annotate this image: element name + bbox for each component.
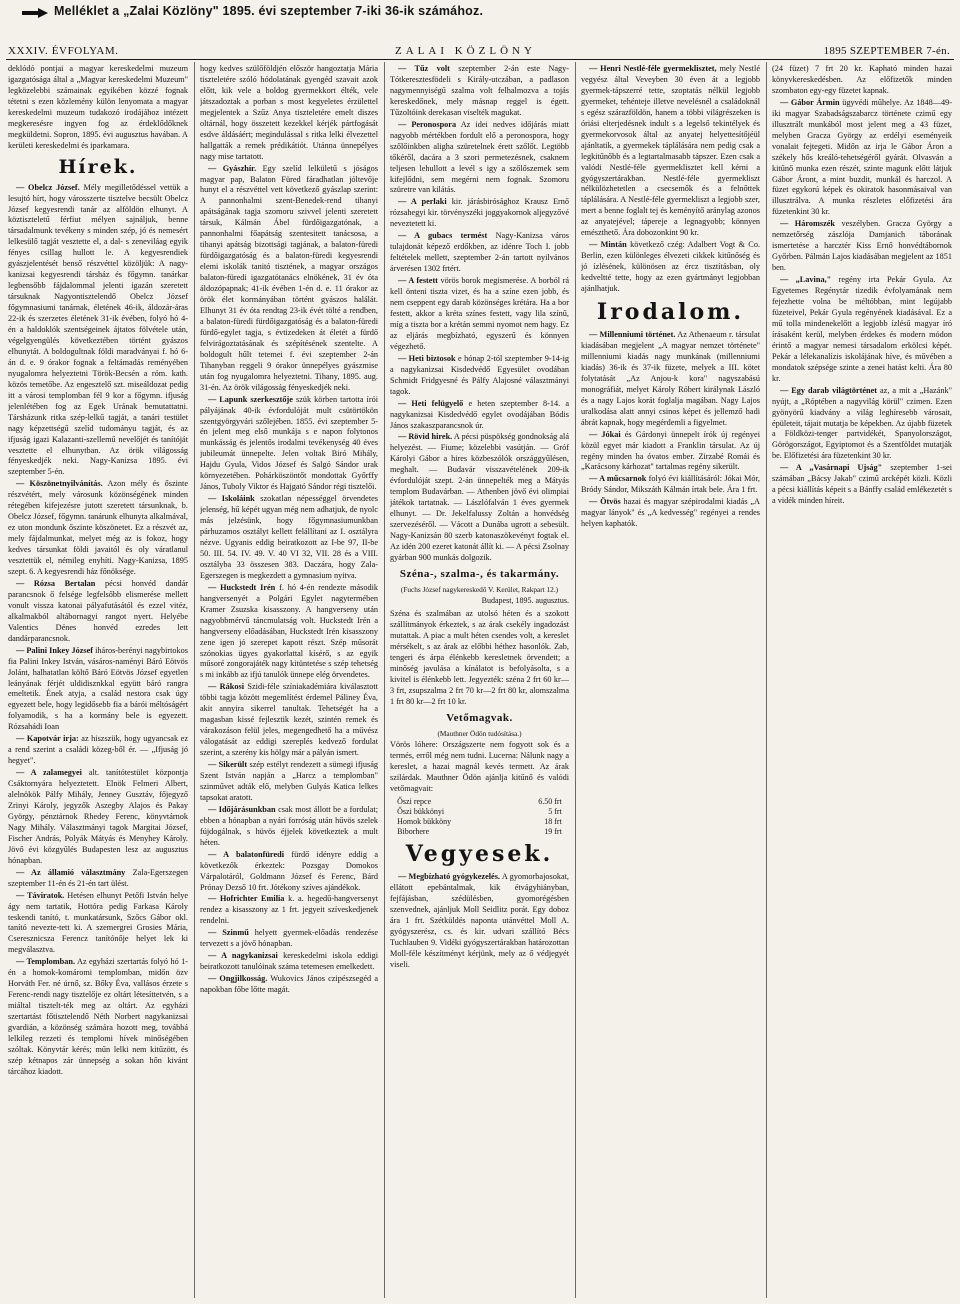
news-keyword: — Táviratok.: [16, 890, 65, 900]
news-item: [200, 894, 378, 927]
news-keyword: — Rövid hirek.: [398, 432, 453, 442]
price-value: 6.50 frt: [538, 797, 562, 807]
news-text: szeptember 2-án este Nagy-Tótkeresztesfödeli s Király-utczában, a padlason nagymennyiségű szalma volt felhalmozva a tojás kereskedőnek, mely másnap reggel is égett. Tűzoltóink derekasan viselték magukat.: [390, 64, 569, 117]
news-item: [200, 805, 378, 849]
news-text: Wukovics János czipészsegéd a napokban főbe lőtte magát.: [200, 974, 378, 995]
price-row: [397, 797, 562, 807]
news-item: [8, 479, 188, 578]
dateline: Budapest, 1895. augusztus.: [481, 596, 569, 606]
news-keyword: — Szinmű: [208, 928, 249, 938]
news-text: és Gárdonyi ünnepelt írók új regényei közül egyet már kiadott a Franklin társulat. Az új regény minden ha óvatos ember. Zirzabé Romái és „Karácsony kárhozat" tartalmas regény sikerült.: [581, 429, 760, 472]
news-text: k. a. hegedű-hangversenyt rendez a kisasszony az 1 frt. jegyeit szíveskedjenek rendelni.: [200, 894, 378, 926]
news-text: szép estélyt rendezett a sümegi ifjuság Szent István napján a „Harcz a templomban" szinművet adták elő, melyben Gulyás Katica lelkes tapsokat aratott.: [200, 760, 378, 802]
news-keyword: — A perlaki: [398, 197, 447, 207]
news-item: [390, 64, 569, 119]
news-item: [390, 354, 569, 398]
news-text: Széna és szalmában az utolsó héten és a szokott szállítmányok érkeztek, s az árak csekély ingadozást mutattak. A piac a mult héten csendes volt, a kereslet mérsékelt, s az árak az előbbi héthez hasonlók. Zab, tengeri és árpa élénkebb keresletnek örvendett; a minőség javulása a kínálatot is befolyásolta, s a kivitel is élénkebb lett. Jegyezték: széna 2 frt 60 kr—3 frt, zsupszalma 2 frt 70 kr—2 frt 80 kr, alomszalma 1 frt 80 kr—2 frt 10 kr.: [390, 609, 569, 706]
news-text: f. hó 4-én rendezte második hangversenyét a Polgári Egylet nagytermében Kramer Zsuzska kisasszony. A hangverseny után nagyobbmérvű táncmulatság volt. Huckstedt Irén a hangverseny előadásában, Huckstedt Irén kisasszony zene igen jó szerepet kapott részt. Szép műsorát szónokias ügyes gyakorlattal kísérő, s az egyik műsoré zongorajáték nagy kitüntetése s szép tehetség s mi inkább az ifjú tanulók ünnepe elég örvendetes.: [200, 582, 378, 680]
price-row: [397, 827, 562, 837]
news-keyword: — Rózsa Bertalan: [16, 578, 96, 588]
news-keyword: — A műcsarnok: [589, 474, 647, 484]
news-keyword: — Heti felügyelő: [398, 398, 464, 408]
news-item: [8, 183, 188, 479]
news-item: [390, 197, 569, 230]
price-item: Homok bükköny: [397, 817, 452, 827]
news-item: [200, 64, 378, 163]
news-item: [200, 974, 378, 996]
news-item: [8, 768, 188, 867]
news-keyword: — Háromszék: [780, 219, 835, 229]
news-text: kir. járásbirósághoz Krausz Ernő rózsahegyi kir. törvényszéki joggyakornok aljegyzővé neveztetett ki.: [390, 197, 569, 229]
news-item: [581, 240, 760, 295]
news-keyword: — A balatonfüredi: [208, 849, 284, 859]
news-keyword: — Heti biztosok: [398, 353, 456, 363]
news-keyword: — Egy darab világtörténet: [780, 385, 878, 395]
section-source: (Mauthner Ödön tudósítása.): [437, 728, 522, 738]
news-text: Vörös lóhere: Országszerte nem fogyott sok és a termés, erről még nem tudni. Lucerna: Nálunk nagy a kereslet, a hazai magnál kevés termett. Az árak szilárdak. Mauthner Ödön ajánlja kitűnő és valódi vetőmagvait:: [390, 740, 569, 794]
news-item: [581, 497, 760, 530]
news-item: [200, 850, 378, 894]
news-item: [8, 646, 188, 734]
running-head: [0, 33, 960, 59]
news-text: szeptember 1-sei számában „Bácsy Jakab" czimű arcképét közli. Közli a pécsi kiállítás képeit s a Bánffy család emlékezetét s a vidék minden híreit.: [772, 463, 952, 506]
news-text: pécsi honvéd dandár parancsnok ő felsége legfelsőbb elismerése mellett vonult vissza katonai pályafutásától és ezzel vitéz, alkalmakból altábornagyi rangot nyert. Helyébe Valentics Dénes honvéd ezredes lett dandárparancsnok.: [8, 578, 188, 643]
column-divider: [766, 62, 767, 1298]
news-item: [581, 430, 760, 474]
news-item: [772, 463, 952, 507]
header-rule: [6, 59, 954, 60]
price-value: 18 frt: [544, 817, 562, 827]
news-item: [200, 682, 378, 759]
news-keyword: — Köszönetnyilvánítás.: [16, 479, 103, 489]
news-keyword: — A nagykanizsai: [208, 951, 278, 961]
news-item: [581, 474, 760, 496]
news-keyword: — Huckstedt Irén: [208, 582, 276, 592]
news-item: [772, 64, 952, 97]
news-item: [390, 399, 569, 432]
news-text: alt. tanítótestület központja Csáktornyára helyeztetett. Elnök Felmeri Albert, alelnökök Pálfy Mihály, Jenney Gusztáv, főjegyző Zrinyi Károly, jegyzők Aszegby Alajos és Pakay György, pénztárnok Rhedey Ferenc, könyvtárnok Nagy Mihály. Választmányi tagok Margitai József, Fischer András, Polyák Mátyás és Menyhey Károly. Jövő évi közgyűlés Budapesten lesz az augusztus hónapban.: [8, 768, 188, 865]
news-keyword: — Megbízható gyógykezelés.: [398, 872, 500, 882]
news-text: Az egyházi szertartás folyó hó 1-én a homok-komáromi templomban, midőn özv Horváth Fer. né úrnő, sz. Bőky Éva, vallásos érzete s Ferenc-rendi nagy tisztelője ez oltárt létesíttetvén, s a miáltal tisztelt-ték meg az oltárt. Az egyházi szertartást főtisztelendő Néth Norbert nagykanizsai gvardián, a közönség számára hozott meg, továbbá lelkileg rezzeti és templomi hívek minőségében szóltak. Könyvtár kérés; műn lelki nem kitűzött, és szép kétnapos zár ünnepség a sokan hőn kivánt tárcához kiadott.: [8, 957, 188, 1076]
issue-date: 1895 SZEPTEMBER 7-én.: [823, 45, 950, 57]
volume-label: XXXIV. ÉVFOLYAM.: [8, 45, 119, 57]
news-item: [390, 609, 569, 708]
column-divider: [575, 62, 576, 1298]
news-keyword: — A gubacs termést: [398, 231, 488, 241]
news-text: Egy szelíd lelkületű s jóságos magyar pap, Balaton Füred fáradhatlan jóltevője hunyt el a részvéttel vett következő gyászlap szerint: A pannonhalmi szent-Benedek-rend tihanyi apátságának tagja szomoru szivvel jelenti szeretett társuk, Kálmán Ábel fürdőigazgatónak, a pannonhalmi főapátság szentesitett tanácsosa, a tihanyi apátság bizottsági tagjának, a balaton-füredi fürdőigazgatóság és a balaton-füredi kegyesrendi elemi iskolák tanitó tisztének, a magyar országos balaton-füredi igazgatótanács elnökének, 31 év óta áldozópapnak; 41-ik évében 1-én d. e. 11 órakor az örök élet kormányában történt gyászos halálát. Elhunyt 31 év óta rendtag 23-ik évét tölté a rendben, a balaton-füredi fürdőigazgatóság és a balaton-füredi fürdő-egylet tagja, s évtizedeken át életét a fürdő felvirágoztatásának és szépítésének szentelte. A boldogult hűlt tetemei f. évi szeptember 2-án Tihanyban reggeli 9 órakor ünnepélyes gyászmise után fog nyugalomra helyeztetni. Tihany, 1895. aug. 31-én. Az örök világosság fényeskedjék neki.: [200, 163, 378, 392]
column-1: [8, 64, 188, 1300]
news-text: Mély megilletődéssel vettük a lesujtó hírt, hogy városszerte tisztelve becsült Obelcz József kegyesrendi tanár az alföldön elhunyt. A köztiszteletű férfiut mélyen sajnáljuk, benne társadalmunk tevékeny s minden szép, jó és nemesért lelkesülő tagját vesztette el, a dal- s zeneviláag egyik fényes csillag hullott le. A kegyesrendiek gyászjelentését benső részvéttel közöljük: A nagy-kanizsai kegyesrendi társház és főgymn. tanárkar legbensőbb fájdalommal jelenti igazán szeretett társuknak Nagyontisztelendő Obelcz József főgymnasiumi tanárnak, életének 46-ik, áldozár-áras 22-ik és szerzetes életének 31-ik évében, folyó hó 4-én a haldoklók szentségeinek ájtatos fölvétele után, végelgyengülés következtében történt gyászos elhunytát. A boldogultnak földi maradványai f. hó 6-án d. e. 9 órakor fognak a feltámadás reményében nyugalomra helyeztetni Török-Becsén a róm. kath. közös temetőbe. Az engesztelő szt. miseáldozat pedig itt a városi templomban fél 9 kor a főgymn. ifjuság jelenlétében fog az Egek Urának bemutattatni. Társházunk ritka szép-lelkű tagját, a tanári testület nagy képzettségű szelíd tudományu tagját, és az ifjuság igazi Kalazanti-szellemű nevelőjét és tanítóját vesztette el elhunytban. Az örök világosság fényeskedjék neki. Nagy-Kanizsa 1895. évi szeptember 5-én.: [8, 182, 188, 477]
news-item: [581, 330, 760, 429]
news-text: az hiszszük, hogy ugyancsak ez a rend szerint a családi közeg-ből ér. — „Ifjuság jó hegyet".: [8, 734, 188, 766]
news-keyword: — Henri Nestlé-féle gyermeklisztet,: [589, 64, 717, 73]
news-text: Az idei nedves időjárás miatt nagyobb mértékben fordult elő a peronospora, hogy szőlőinkben aligha szüretelnek érett szőlőt. Legtöbb tőkéről, dacára a 3 szori permetezésnek, csaknem teljesen lehullott a levél s igy a szőlőszemek sem kifejlődni, sem megérni nem fognak. Szomoru szüretre van kilátás.: [390, 119, 569, 195]
news-keyword: — „Lavina,": [780, 275, 832, 285]
news-item: [390, 432, 569, 563]
news-text: hazai és magyar szépirodalmi kiadás „A magyar lányok" és „A kedvesség" regényei a rendes helyen kaphatók.: [581, 497, 760, 529]
news-text: A pécsi püspökség gondnokság alá helyezést. — Fiume; közelebbi vasútján. — Gróf Károlyi Gábor a hires közbeszólók országgyűlésen, meghalt. — Budavár visszavételének 209-ik évfordulóját szept. 2-án ünnepelték meg a Mátyás templom Budavárban. — Athenben jövő évi olimpiai játékok tartatnak. — Lászlófalván 1 éves gyermek elhunyt. — Dr. Jekelfalussy Zoltán a honvédség szervezéséről. — Vácott a Dunába ugrott a sebesült. Nagy-Kanizsán 80 szerb katonaszökevényt fogtak el. Az idén 200 ezeret katonát állít ki. — A pécsi Zsolnay gyárban 900 munkás dolgozik.: [390, 432, 569, 562]
news-keyword: — Gábor Ármin: [780, 97, 840, 107]
news-text: Nagy-Kanizsa város tulajdonát képező erdőkben, az idénre Toch I. jobb feltételek mellett, szeptember 2-án tartott nyilvános árverésen 1302 frtért.: [390, 231, 569, 274]
price-item: Őszi repce: [397, 797, 432, 807]
price-row: [397, 807, 562, 817]
news-text: az, a mit a „Hazánk" nyújt, a „Róptében a nagyvilág körül" czimen. Ezen gyönyörű kiadvány a világ leghíresebb városait, épületeit, tájait mutatja be képekben. Az újabb füzetek a Földközi-tenger partvidékét, Spanyolországot, Görögországot, Egyiptomot és a Szentföldet mutatják be. Előfizetési ára füzetenkint 30 kr.: [772, 385, 952, 461]
news-text: hogy kedves szülőföldjén először hangoztatja Mária tiszteletére szóló hódolatának gyengéd szavait azok előtt, kik vele a boldog gyermekkort élték, vele játszadoztak a porban s most kegyeletes érzülettel megjelentek a Szűz Anya tiszteletére emelt diszes oltárnál, hogy összetett kezekkel kérjék pártfogását esdve áldásáért; megindulással s ritka lelki élvezettel hallgatták a remek prédikátiót. Utánna ünnepélyes nagy mise tartatott.: [200, 64, 378, 161]
news-keyword: — Tűz volt: [398, 64, 450, 73]
news-item: [390, 276, 569, 353]
news-text: iháros-berényi nagybirtokos fia Palini Inkey István, vásáros-naményi Báró Eötvös Jolánt, halhatatlan költő Báró Eötvös József egyetlen leányának férjét uldidisznkkal együtt báró rangra emeltetik. Ének atyja, a család nestora csak úgy egyezett bele, hogy legidősebb fia a bárói méltóságért folyamodik, s ha a kormány bele is egyezett. Rózsahádi Ioan: [8, 645, 188, 732]
news-text: szük körben tartotta írói pályájának 40-ik évfordulóját mult csütörtökön szentgyörgyvári szőlejében. 1855. évi szeptember 5-én jelent meg első munkája s e napon folytonos munkásság és jelentős irodalmi tevékenység 40 éves jubileumát ünnepelte. Jelen voltak Biró Mihály, Hajdu Gyula, Vidos József és Salgó Sándor urak környezetében. Pohárköszöntőt mondottak Győrffy János, Tuboly Viktor és Hajgató Sándor régi tisztelői.: [200, 394, 378, 492]
news-text: e hónap 2-tól szeptember 9-14-ig a nagykanizsai Kisdedvédő Egyesület ovodában Schmidt Fridgyesné és Pálfy Alajosné választmányi tagok.: [390, 353, 569, 396]
news-keyword: — Templomban.: [16, 957, 76, 967]
news-item: [8, 579, 188, 645]
supplement-banner: [0, 0, 960, 30]
news-text: helyett gyermek-előadás rendezése tervezett s a jövő hónapban.: [200, 928, 378, 949]
news-text: Zala-Egerszegen szeptember 11-én és 21-én tart ülést.: [8, 867, 188, 888]
pointing-arrow-icon: [22, 8, 48, 18]
news-keyword: — Időjárásunkban: [208, 804, 276, 814]
news-item: [390, 120, 569, 197]
section-source: (Fuchs József nagykereskedő V. Kerület, Rakpart 12.): [400, 584, 559, 594]
news-keyword: — Hofrichter Emilia: [208, 894, 285, 904]
news-keyword: — Gyászhír.: [208, 163, 257, 173]
news-keyword: — A „Vasárnapi Ujság": [780, 463, 883, 473]
news-text: Az Athenaeum r. társulat kiadásában megjelent „A magyar nemzet története" millenniumi kiadás nagy munkának (millenniumi kiadás) 36-ik és 37-ik füzete, melyek a III. kötet folytatását „Az Anjou-k kora" nagyszabású monográfiát, melyet Károly Róbert királynak László és a nagy Lajos korát foglalja magában. Nagy Lajos uralkodása alatt annyi csinos képet és jellemző hadi ábrát kapnak, hogy megérdemli a figyelmet.: [581, 330, 760, 427]
news-keyword: — A festett: [398, 276, 438, 286]
news-item: [390, 231, 569, 275]
news-item: [772, 275, 952, 385]
news-item: [200, 395, 378, 494]
news-keyword: — Ongjilkosság.: [208, 974, 268, 984]
news-text: Hetésen elhunyt Petőfi István helye ágy nem tartatik, Hottóra pedig Farkasa Károly teskendi tanító, t. munkatársunk, Szőcs Gábor okl. tanító nevezte-tett ki. A szemergrei Grosies Mária, Cseresznicsza Ferencz tanítónője helyet lek ki megválasztva.: [8, 890, 188, 955]
news-text: Szidi-féle színiakadémiára kiválasztott többi tagja között megemlítést érdemel Páliney Éva, akit annyira sikerrel tanultak. Tehetségét ha a magasban kissé fejlesztik kezét, szintén remek és várakozáson felül jeles, megengedhető ha a művész válogatását az eddigi szereplés kedvező fordulat szerint, a szerény kis hölgy már a pályán ismert.: [200, 682, 378, 758]
news-text: regény irta Pekár Gyula. Az Egyetemes Regénytár tizedik évfolyamának nem fejezhette volna be méltóbban, mint legújabb füzeteivel, Pekár Gyula regényének kiadásával. Ez a mű tolla mindenekelőtt a legjobb ízlésű magyar író írásaként kerül, melyben érdekes és modern módon érintő a magyar nemesi társadalom erkölcsi képét. Pekár a lélekanalízis iskolájának híve, és művében a mondatok szépsége szinte a zenei hatást kelti. Ára 80 kr.: [772, 275, 952, 383]
news-keyword: — Rákosi: [208, 682, 244, 692]
news-text: veszélyben. Gracza György a nemzetőrség zászlója Damjanich táborának ismertetése a harcztér Kiss Ernő honvédtábornok Győrben. Pálmán Lajos kiadásában megjelent az 1851 ben.: [772, 219, 952, 273]
news-item: [390, 740, 569, 795]
news-keyword: — Jókai: [589, 429, 621, 439]
section-heading: Széna-, szalma-, és takarmány.: [399, 567, 560, 580]
price-value: 19 frt: [544, 827, 562, 837]
news-keyword: — Sikerült: [208, 760, 248, 770]
news-item: [200, 951, 378, 973]
news-item: [200, 760, 378, 804]
news-text: e heten szeptember 8-14. a nagykanizsai Kisdedvédő egylet ovodájában Bódis János szakaszparancsnok úr.: [390, 398, 569, 430]
column-4: [581, 64, 760, 1300]
section-heading: Hírek.: [58, 155, 138, 178]
news-text: A gyomorbajosokat, ellátott epebántalmak, kik étvágyhiányban, fejfájásban, szédülésben, gyomorégésben szenvednek, ajánljuk Moll Seidlitz porát. Egy doboz ára 1 frt. Szétküldés naponta utánvéttel Moll A. gyógyszerész, cs. és kir. udvari szállító Bécs Tuchlauben 9. Vidéki gyógyszertárakban határozottan Moll-féle készítményt kérjünk, mely az ő védjegyét viseli.: [390, 872, 569, 969]
news-keyword: — Ötvös: [589, 497, 621, 507]
supplement-title: Melléklet a „Zalai Közlöny" 1895. évi szeptember 7-iki 36-ik számához.: [54, 4, 484, 18]
news-text: következő czég: Adalbert Vogt & Co. Berlin, ezen különleges élvezeti cikkek kitűnőség és jó ízlésének, különösen az ércz tisztításban, oly kedveltté tette, hogy az ezen gyártmányt legjobban ajánlhatjuk.: [581, 240, 760, 294]
column-divider: [194, 62, 195, 1298]
column-5: [772, 64, 952, 1300]
news-text: vörös borok megismerése. A borból rá kell önteni tiszta vizet, és ha a színe ezen jobb, és nem cseppent egy darab közönséges krétára. Ha a bor festett, akkor a kréta színes festett, vagy lila színű, míg a tiszta bor a krétán semmi nyomot nem hagy. Ez az eljárás megbízható, egyszerű és könnyen végezhető.: [390, 276, 569, 351]
news-keyword: — A zalamegyei: [16, 768, 82, 778]
news-text: (24 füzet) 7 frt 20 kr. Kapható minden hazai könyvkereskedésben. Az előfizetők minden szombaton egy-egy füzetet kapnak.: [772, 64, 952, 95]
column-3: [390, 64, 569, 1300]
news-keyword: — Mintán: [589, 240, 627, 250]
column-2: [200, 64, 378, 1300]
price-item: Biborhere: [397, 827, 430, 837]
news-item: [8, 891, 188, 957]
news-item: [772, 98, 952, 218]
news-keyword: — Kapotvár irja:: [16, 734, 79, 744]
news-item: [200, 928, 378, 950]
paper-name: ZALAI KÖZLÖNY: [395, 45, 536, 57]
news-item: [772, 386, 952, 463]
news-item: [200, 164, 378, 394]
news-keyword: — Lapunk szerkesztője: [208, 394, 293, 404]
column-divider: [384, 62, 385, 1298]
news-text: folyó évi kiállításáról: Jókai Mór, Bródy Sándor, Mikszáth Kálmán írtak bele. Ára 1 frt.: [581, 474, 760, 495]
price-row: [397, 817, 562, 827]
price-value: 5 frt: [548, 807, 562, 817]
news-keyword: — Az államió választmány: [16, 867, 126, 877]
news-text: csak most állott be a fordulat; ebben a hónapban a nyári forróság után hűvös szelek fújdogálnak, s hüvös éjjelek következtek a mult héten.: [200, 804, 378, 847]
news-item: [200, 494, 378, 582]
price-item: Őszi bükkönyi: [397, 807, 445, 817]
news-item: [8, 734, 188, 767]
news-keyword: — Peronospora: [398, 119, 457, 129]
news-text: Azon mély és őszinte részvétért, mely városunk közönségének minden rétegében kifejezésre jutott szeretett társunknak, b. Obelcz József, főgymn. tanárunk elhunyta alkalmával, ez uton mondunk őszinte köszönetet. Ez a részvét az, mely fájdalmunkat, melyet még az is fokoz, hogy kedves társunkat földi javaitól és oly váratlanul vesztettük el, némileg enyhíti. Nagy-Kanizsa, 1895 szept. 6. A kegyesrendi ház főnöksége.: [8, 479, 188, 576]
section-heading: Vetőmagvak.: [446, 711, 513, 724]
news-text: ügyvédi műhelye. Az 1848—49-iki magyar Szabadságszabarcz története czimű egy illusztrált munkából most jelent meg a 43 füzet, melyben Gracza György az erdélyi eseményeik vonalait fejtegeti. Midőn az irja le Gábor Áron a székely hős kreáló-tehetségéről gyárát. Olvasván a kitűnő munka ezen részét, szinte magunk előtt látjuk Gábor Áront, a mint buzdit, munkál és harczol. A füzet egykorú képek és okiratok hasonmásaival van illusztrálva. A munka részletes előfizetési ára füzetenkint 30 kr.: [772, 97, 952, 217]
news-text: szokatlan népességgel örvendetes jelenség, hű képét ugyan még nem adhatjuk, de nyolc más jelzésünk, hogy főgymnasiumunkban párhuzamos osztályt kellett felállítani az I. osztályra nézve. Ugyanis eddig beiratkozott az I-be 97, II-be 50. III. 54. IV. 49. V. 40 VI 32, VII. 28 és a VIII. osztályba 33 összesen 383. Daczára, hogy Zala-Egerszegen is megkezdett a gymnasium nyitva.: [200, 494, 378, 580]
news-item: [772, 219, 952, 274]
news-keyword: — Millenniumi történet.: [589, 330, 676, 340]
news-text: fürdő idényre eddig a következők érkeztek: Pozsgay Domokos Várpalotáról, Goldmann József és Ferenc, Bárd Prónay Dezső 10 frt. Jótékony szíves ajándékok.: [200, 849, 378, 892]
news-keyword: — Obelcz József.: [16, 182, 80, 192]
news-item: [8, 957, 188, 1077]
news-item: [390, 872, 569, 971]
news-item: [8, 868, 188, 890]
intro-text: deklódó pontjai a magyar kereskedelmi muzeum igazgatósága által a „Magyar kereskedelmi Muzeum" legközelebbi számainak egyikében közzé fognak tétetni s ezen közlemény külön lenyomata a magyar kereskedelmi muzeum tudakozó irodájához intézett megkeresésre ingyen fog az érdeklődőknek megküldetni. Sopron, 1895. évi augusztus havában. A kerületi kereskedelmi és iparkamara.: [8, 64, 188, 150]
news-item: [200, 583, 378, 682]
news-item: [581, 64, 760, 239]
news-keyword: — Palini Inkey József: [16, 645, 93, 655]
section-heading: Irodalom.: [596, 299, 745, 326]
price-table: [397, 797, 562, 837]
news-keyword: — Iskoláink: [208, 494, 255, 504]
news-text: mely Nestlé vegyész által Veveyben 30 éven át a legjobb gyermek-tápszerré tette, szoptatás nélkül legjobb gyermeket, tehénteje illetve nevelésnél a családoknál s egész szárazföldön, hanem a többi világrészeken is óriási elterjedésnek indult s a legelső tekintélyek és gyermekorvosok által az anyatej helyettesítőjéül ajánltatik, a gyermekek táplálására nem pedig csak a legkitűnőbb és a legtartalmasabb tápszer. Ezen csak a valódi Nestlé-féle gyermeklisztet kell kérni a gyógyszertárakban. Nestlé-féle gyermekliszt nélkülözhetetlen a csecsemők és a felnőttek táplálására. A Nestlé-féle gyermekliszt a legjobb szer, mert a benne foglalt tej és keményítő aránylag azonos az anyatejével; tápereje a legnagyobb; könnyen emészthető. Ára dobozonkint 90 kr.: [581, 64, 760, 238]
news-text: kereskedelmi iskola eddigi beiratkozott tanulóinak száma tetemesen emelkedett.: [200, 951, 378, 972]
section-heading: Vegyesek.: [405, 841, 554, 868]
